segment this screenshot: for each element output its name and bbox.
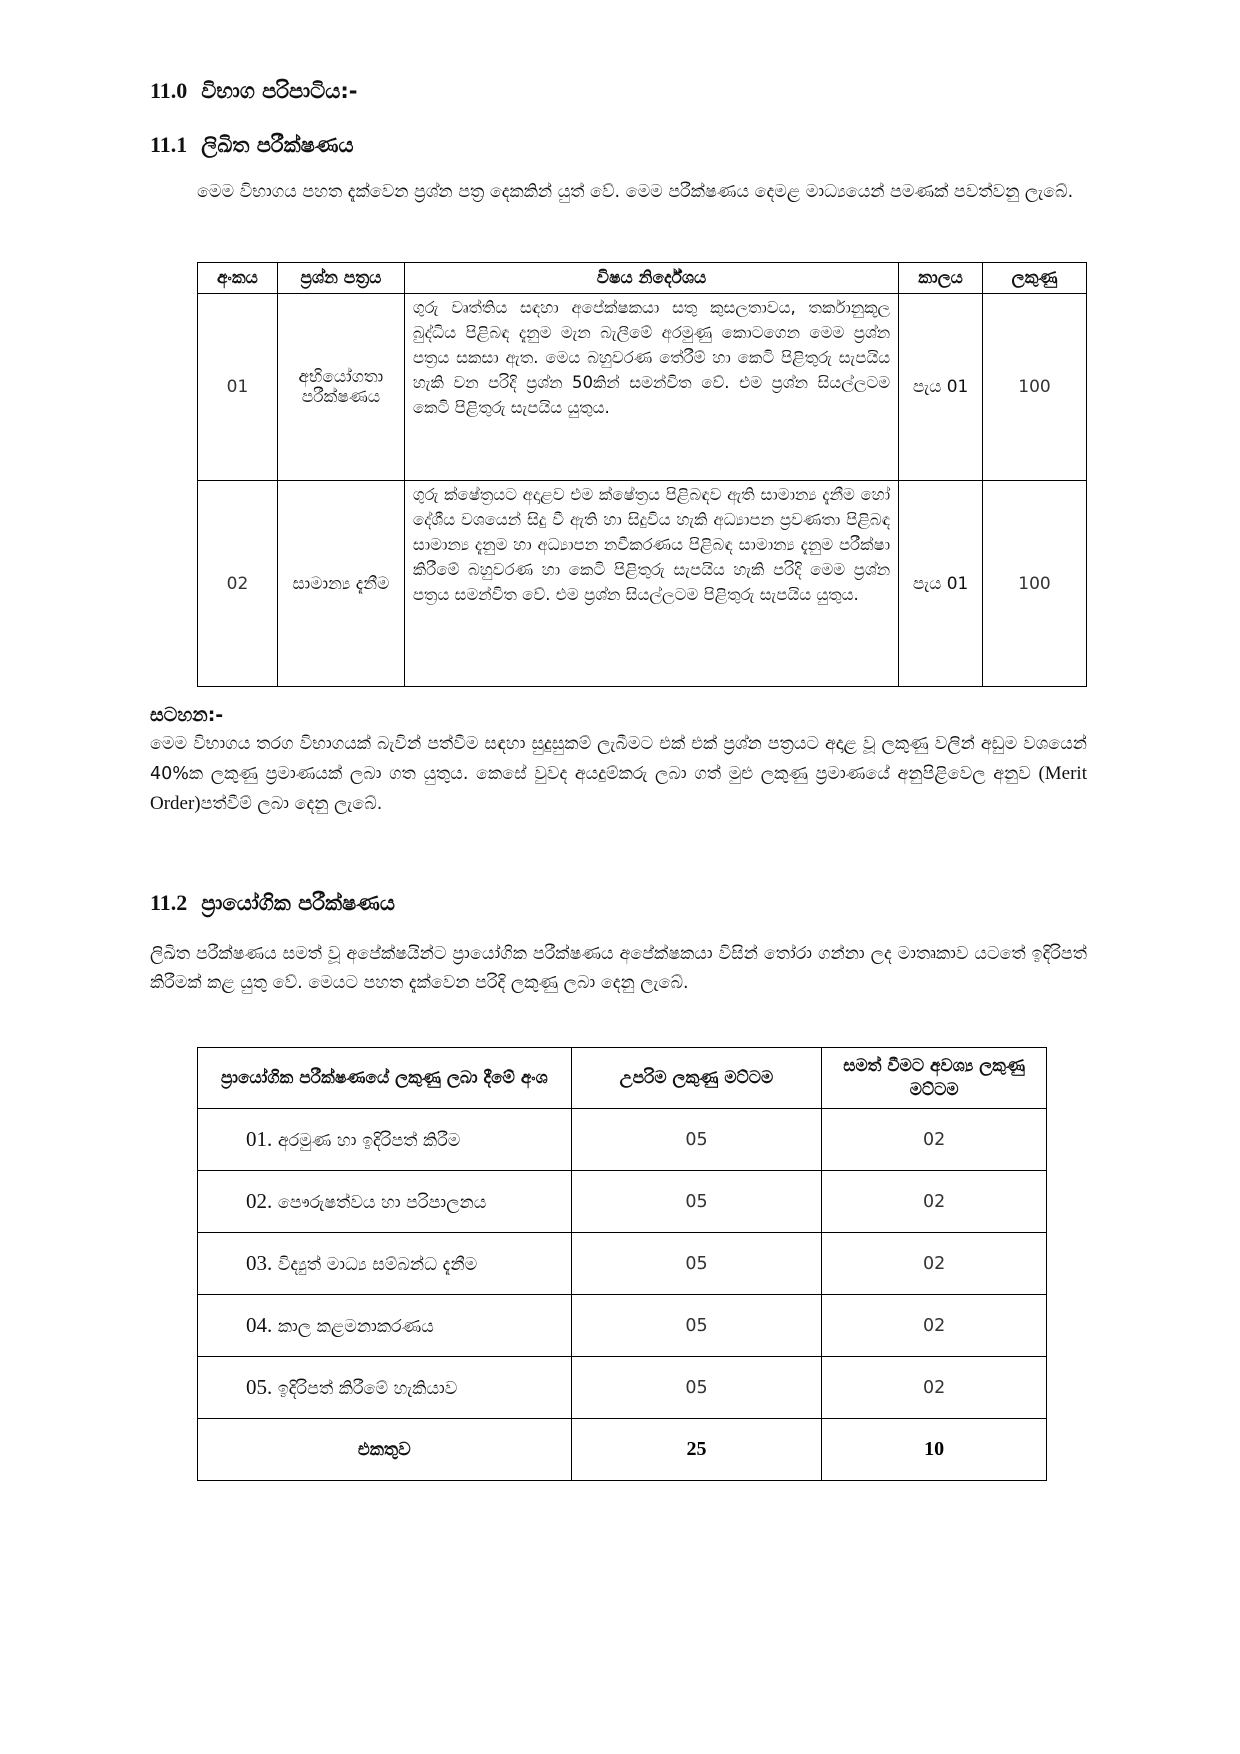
- cell-paper: අභියෝගතා පරීක්ෂණය: [277, 294, 404, 481]
- header-paper: ප්‍රශ්න පත්‍රය: [277, 263, 404, 294]
- note-text: [150, 730, 1087, 819]
- header-max-marks: උපරිම ලකුණු මට්ටම: [571, 1048, 822, 1109]
- table-row: [198, 1295, 1047, 1357]
- note-text-part: මෙම විභාගය තරග විභාගයක් බැවින් පත්වීම සඳහා සුදුසුකම් ලැබීමට එක් එක් ප්‍රශ්න පත්‍රයට අදාළ වූ ලකුණු වලින් අඩුම වශයෙන් 40%ක ලකුණු ප්‍රමාණයක් ලබා ගත යුතුය. කෙසේ වුවද අයදුම්කරු ලබා ගත් මුළු ලකුණු ප්‍රමාණයේ අනුපිළිවෙල අනුව: [150, 734, 1087, 784]
- cell-max: 05: [571, 1171, 822, 1233]
- cell-pass: 02: [822, 1109, 1047, 1171]
- header-pass-marks: සමත් වීමට අවශ්‍ය ලකුණු මට්ටම: [822, 1048, 1047, 1109]
- note-text-part: පත්වීම් ලබා දෙනු ලැබේ.: [200, 794, 383, 814]
- section-11-1-intro: මෙම විභාගය පහත දැක්වෙන ප්‍රශ්න පත්‍ර දෙකකින් යුත් වේ. මෙම පරීක්ෂණය දෙමළ මාධ්‍යයෙන් පමණක් පවත්වනු ලැබේ.: [197, 182, 1074, 202]
- practical-exam-table: [197, 1047, 1047, 1481]
- cell-pass: 02: [822, 1357, 1047, 1419]
- cell-aspect: [198, 1233, 572, 1295]
- table-row: [198, 481, 1087, 687]
- cell-no: 02: [198, 481, 278, 687]
- table-header-row: [198, 263, 1087, 294]
- section-11-1-heading: [150, 132, 354, 158]
- total-pass: 10: [822, 1419, 1047, 1481]
- total-label: එකතුව: [198, 1419, 572, 1481]
- cell-marks: 100: [983, 294, 1087, 481]
- written-exam-table: [197, 262, 1087, 687]
- item-label: කාල කළමනාකරණය: [277, 1317, 434, 1337]
- cell-syllabus: ගුරු ක්ෂේත්‍රයට අදාළව එම ක්ෂේත්‍රය පිළිබඳව ඇති සාමාන්‍ය දැනීම හෝ දේශීය වශයෙන් සිදු වී ඇති හා සිදුවිය හැකි අධ්‍යාපන ප්‍රවණතා පිළිබඳ සාමාන්‍ය දැනුම හා අධ්‍යාපන නවීකරණය පිළිබඳ සාමාන්‍ය දැනුම පරීක්ෂා කිරීමේ බහුවරණ හා කෙටි පිළිතුරු සැපයිය හැකි පරිදි මෙම ප්‍රශ්න පත්‍රය සමන්විත වේ. එම ප්‍රශ්න සියල්ලටම පිළිතුරු සැපයිය යුතුය.: [404, 481, 898, 687]
- note-merit-order: (Merit Order): [150, 763, 1087, 814]
- header-marks: ලකුණු: [983, 263, 1087, 294]
- cell-marks: 100: [983, 481, 1087, 687]
- item-label: විද්‍යුත් මාධ්‍ය සම්බන්ධ දැනීම: [277, 1255, 478, 1275]
- header-no: අංකය: [198, 263, 278, 294]
- cell-time: පැය 01: [899, 294, 983, 481]
- item-label: ඉදිරිපත් කිරීමේ හැකියාව: [277, 1379, 458, 1399]
- section-number: 11.1: [150, 132, 188, 157]
- table-header-row: [198, 1048, 1047, 1109]
- item-label: අරමුණ හා ඉදිරිපත් කිරීම: [277, 1131, 461, 1151]
- header-syllabus: විෂය නිර්දේශය: [404, 263, 898, 294]
- cell-aspect: [198, 1109, 572, 1171]
- header-time: කාලය: [899, 263, 983, 294]
- table-row: [198, 294, 1087, 481]
- section-11-2-intro: ලිඛිත පරීක්ෂණය සමත් වූ අපේක්ෂයින්ට ප්‍රායෝගික පරීක්ෂණය අපේක්ෂකයා විසින් තෝරා ගන්නා ලද මාතෘකාව යටතේ ඉදිරිපත් කිරීමක් කළ යුතු වේ. මෙයට පහත දැක්වෙන පරිදි ලකුණු ලබා දෙනු ලැබේ.: [150, 944, 1087, 993]
- item-number: 03.: [246, 1251, 273, 1275]
- cell-pass: 02: [822, 1171, 1047, 1233]
- section-11-0-heading: [150, 78, 358, 104]
- section-11-2-heading: [150, 890, 395, 916]
- total-max: 25: [571, 1419, 822, 1481]
- cell-aspect: [198, 1295, 572, 1357]
- section-number: 11.0: [150, 78, 188, 103]
- cell-paper: සාමාන්‍ය දැනීම: [277, 481, 404, 687]
- item-number: 05.: [246, 1375, 273, 1399]
- section-title: ප්‍රායෝගික පරීක්ෂණය: [201, 891, 395, 915]
- cell-max: 05: [571, 1357, 822, 1419]
- item-label: පෞරුෂත්වය හා පරිපාලනය: [277, 1193, 487, 1213]
- item-number: 01.: [246, 1127, 273, 1151]
- table-row: [198, 1109, 1047, 1171]
- cell-syllabus: ගුරු වෘත්තිය සඳහා අපේක්ෂකයා සතු කුසලතාවය, තර්කානුකූල බුද්ධිය පිළිබඳ දැනුම මැන බැලීමේ අරමුණු කොටගෙන මෙම ප්‍රශ්න පත්‍රය සකසා ඇත. මෙය බහුවරණ තේරීම් හා කෙටි පිළිතුරු සැපයිය හැකි වන පරිදි ප්‍රශ්න 50කින් සමන්විත වේ. එම ප්‍රශ්න සියල්ලටම කෙටි පිළිතුරු සැපයිය යුතුය.: [404, 294, 898, 481]
- table-total-row: [198, 1419, 1047, 1481]
- cell-max: 05: [571, 1109, 822, 1171]
- section-number: 11.2: [150, 890, 188, 915]
- cell-aspect: [198, 1357, 572, 1419]
- cell-max: 05: [571, 1233, 822, 1295]
- table-row: [198, 1171, 1047, 1233]
- cell-no: 01: [198, 294, 278, 481]
- header-aspect: ප්‍රායෝගික පරීක්ෂණයේ ලකුණු ලබා දීමේ අංශ: [198, 1048, 572, 1109]
- table-row: [198, 1357, 1047, 1419]
- cell-pass: 02: [822, 1295, 1047, 1357]
- item-number: 02.: [246, 1189, 273, 1213]
- item-number: 04.: [246, 1313, 273, 1337]
- cell-aspect: [198, 1171, 572, 1233]
- section-title: ලිඛිත පරීක්ෂණය: [201, 133, 354, 157]
- section-title: විභාග පරිපාටිය:-: [201, 79, 358, 103]
- cell-pass: 02: [822, 1233, 1047, 1295]
- note-title: සටහන:-: [150, 704, 224, 726]
- table-row: [198, 1233, 1047, 1295]
- cell-time: පැය 01: [899, 481, 983, 687]
- cell-max: 05: [571, 1295, 822, 1357]
